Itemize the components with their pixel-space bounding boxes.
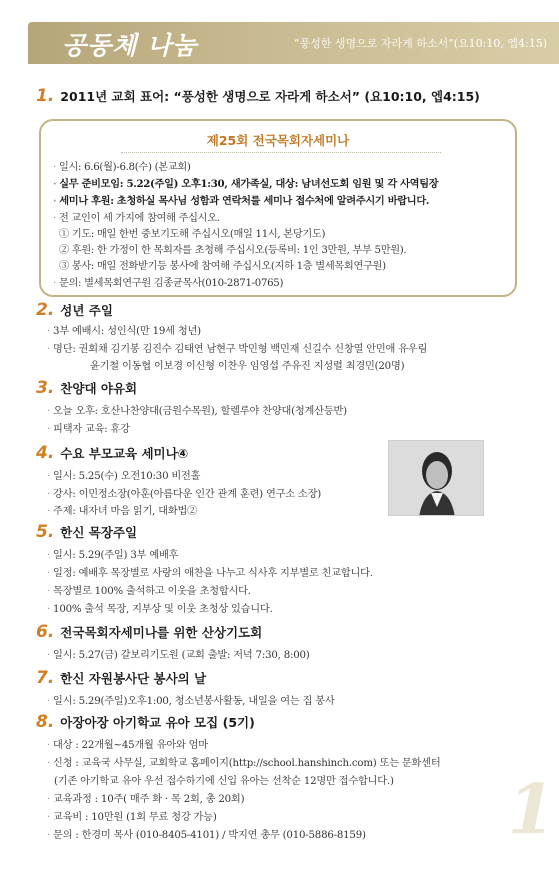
list-item: 윤기철 이동협 이보경 이신형 이찬우 임영섭 주유진 지성렬 최경민(20명) xyxy=(90,361,405,372)
section-2-heading xyxy=(36,300,113,320)
section-5-heading xyxy=(36,522,137,542)
list-item: · 일시: 5.29(주일)오후1:00, 청소년봉사활동, 내일을 여는 집 봉사 xyxy=(47,696,335,707)
page-title: 공동체 나눔 xyxy=(62,31,198,60)
divider xyxy=(121,152,441,153)
section-number: 1. xyxy=(36,86,55,106)
section-number: 2. xyxy=(36,300,55,320)
seminar-line: · 전 교인이 세 가지에 참여해 주십시오. xyxy=(53,213,220,224)
list-item: · 일시: 5.27(금) 갈보리기도원 (교회 출발: 저녁 7:30, 8:00) xyxy=(47,650,310,661)
section-3-heading xyxy=(36,378,137,398)
list-item: · 일시: 5.25(수) 오전10:30 비전홀 xyxy=(47,471,201,482)
seminar-line: · 실무 준비모임: 5.22(주일) 오후1:30, 새가족실, 대상: 남녀선도회 임원 및 각 사역팀장 xyxy=(53,178,439,190)
section-title: 찬양대 야유회 xyxy=(60,381,138,396)
list-item: · 일정: 예배후 목장별로 사랑의 애찬을 나누고 식사후 지부별로 친교합니다. xyxy=(47,568,373,579)
section-number: 6. xyxy=(36,622,55,642)
section-1-heading xyxy=(36,86,480,106)
list-item: · 강사: 이민정소장(아훈(아름다운 인간 관계 훈련) 연구소 소장) xyxy=(47,489,321,500)
list-item: · 100% 출석 목장, 지부상 및 이웃 초청상 있습니다. xyxy=(47,604,273,615)
list-item: · 신청 : 교육국 사무실, 교회학교 홈페이지(http://school.hanshinch.com) 또는 문화센터 xyxy=(47,758,441,769)
seminar-line: · 문의: 별세목회연구원 김종균목사(010-2871-0765) xyxy=(53,278,284,289)
seminar-line: ③ 봉사: 매일 전화받기등 봉사에 참여해 주십시오(지하 1층 별세목회연구원) xyxy=(59,261,386,272)
list-item: · 3부 예배시: 성인식(만 19세 청년) xyxy=(47,326,201,337)
page-number: 1 xyxy=(507,770,555,850)
seminar-box xyxy=(39,119,517,297)
section-title: 수요 부모교육 세미나④ xyxy=(60,446,189,461)
section-title: 아장아장 아기학교 유아 모집 (5기) xyxy=(60,715,255,730)
list-item: · 교육과정 : 10주( 매주 화 · 목 2회, 총 20회) xyxy=(47,794,245,805)
section-title: 성년 주일 xyxy=(60,303,113,318)
section-title: 2011년 교회 표어: “풍성한 생명으로 자라게 하소서” (요10:10, 엡4:15) xyxy=(60,89,480,104)
section-number: 4. xyxy=(36,443,55,463)
list-item: · 오늘 오후: 호산나찬양대(금원수목원), 할렐루야 찬양대(청계산등반) xyxy=(47,406,347,417)
section-title: 한신 목장주일 xyxy=(60,525,138,540)
section-4-heading xyxy=(36,443,188,463)
section-title: 한신 자원봉사단 봉사의 날 xyxy=(60,671,207,686)
seminar-line: ① 기도: 매일 한번 중보기도해 주십시오(매일 11시, 본당기도) xyxy=(59,229,326,240)
list-item: · 명단: 권회채 김기봉 김진수 김태연 남현구 박민형 백민재 신길수 신창열 안민애 유우림 xyxy=(47,344,428,355)
list-item: (기존 아기학교 유아 우선 접수하기에 신입 유아는 선착순 12명만 접수합니다.) xyxy=(54,776,394,787)
section-number: 3. xyxy=(36,378,55,398)
list-item: · 대상 : 22개월~45개월 유아와 엄마 xyxy=(47,740,208,751)
section-7-heading xyxy=(36,668,206,688)
section-number: 7. xyxy=(36,668,55,688)
seminar-line: · 일시: 6.6(월)-6.8(수) (본교회) xyxy=(53,162,191,173)
seminar-title: 제25회 전국목회자세미나 xyxy=(206,133,350,148)
header-banner xyxy=(28,22,559,64)
section-number: 5. xyxy=(36,522,55,542)
section-8-heading xyxy=(36,712,255,732)
list-item: · 문의 : 한경미 목사 (010-8405-4101) / 박지연 총무 (010-5886-8159) xyxy=(47,830,366,841)
section-title: 전국목회자세미나를 위한 산상기도회 xyxy=(60,625,263,640)
seminar-line: · 세미나 후원: 초청하실 목사님 성함과 연락처를 세미나 접수처에 알려주시기 바랍니다. xyxy=(53,195,430,207)
page-subtitle: “풍성한 생명으로 자라게 하소서”(요10:10, 엡4:15) xyxy=(293,37,547,50)
list-item: · 주제: 내자녀 마음 읽기, 대화법② xyxy=(47,506,198,517)
list-item: · 교육비 : 10만원 (1회 무료 청강 가능) xyxy=(47,812,217,823)
section-6-heading xyxy=(36,622,262,642)
list-item: · 피택자 교육: 휴강 xyxy=(47,424,130,435)
list-item: · 일시: 5.29(주일) 3부 예배후 xyxy=(47,550,179,561)
seminar-line: ② 후원: 한 가정이 한 목회자를 초청해 주십시오(등록비: 1인 3만원, 부부 5만원). xyxy=(59,245,407,256)
list-item: · 목장별로 100% 출석하고 이웃을 초청합시다. xyxy=(47,586,251,597)
section-number: 8. xyxy=(36,712,55,732)
speaker-photo xyxy=(388,440,484,516)
